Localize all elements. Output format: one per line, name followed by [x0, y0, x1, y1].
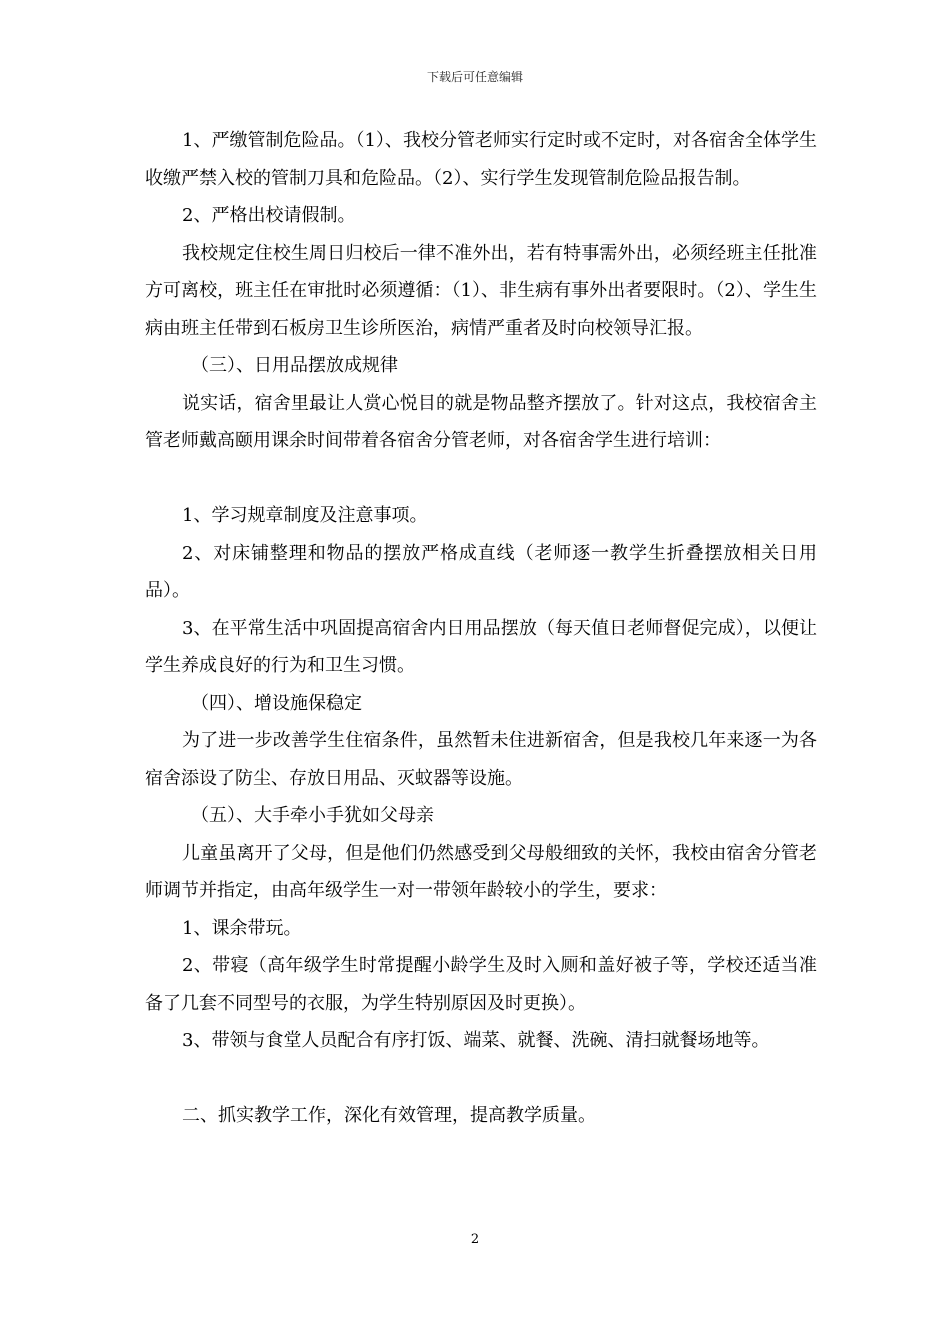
blank-line [145, 1060, 817, 1098]
section-heading-daily-items: （三）、日用品摆放成规律 [191, 355, 398, 376]
list-item-study-rules: 1、学习规章制度及注意事项。 [182, 505, 428, 526]
blank-line [145, 460, 817, 498]
list-item-canteen: 3、带领与食堂人员配合有序打饭、端菜、就餐、洗碗、清扫就餐场地等。 [182, 1030, 770, 1051]
page-number: 2 [470, 1232, 480, 1247]
paragraph-facilities: 为了进一步改善学生住宿条件，虽然暂未住进新宿舍，但是我校几年来逐一为各宿舍添设了防尘、存放日用品、灭蚊器等设施。 [145, 730, 817, 789]
list-item-consolidate-habits: 3、在平常生活中巩固提高宿舍内日用品摆放（每天值日老师督促完成），以便让学生养成良好的行为和卫生习惯。 [145, 617, 817, 676]
section-heading-mentoring: （五）、大手牵小手犹如父母亲 [191, 805, 434, 826]
list-item-bed-arrangement: 2、对床铺整理和物品的摆放严格成直线（老师逐一教学生折叠摆放相关日用品）。 [145, 542, 817, 601]
list-item-bedtime: 2、带寝（高年级学生时常提醒小龄学生及时入厕和盖好被子等，学校还适当准备了几套不同型号的衣服，为学生特别原因及时更换）。 [145, 955, 817, 1014]
section-heading-teaching: 二、抓实教学工作，深化有效管理，提高教学质量。 [182, 1105, 596, 1126]
paragraph-leave-request-rules: 我校规定住校生周日归校后一律不准外出，若有特事需外出，必须经班主任批准方可离校，班主任在审批时必须遵循：（1）、非生病有事外出者要限时。（2）、学生生病由班主任带到石板房卫生诊所医治，病情严重者及时向校领导汇报。 [145, 242, 817, 339]
page-header: 下载后可任意编辑 [426, 70, 523, 84]
list-item-play: 1、课余带玩。 [182, 917, 302, 939]
section-heading-facilities: （四）、增设施保稳定 [191, 692, 362, 714]
paragraph-daily-items-intro: 说实话，宿舍里最让人赏心悦目的就是物品整齐摆放了。针对这点，我校宿舍主管老师戴高颐用课余时间带着各宿舍分管老师，对各宿舍学生进行培训： [145, 392, 817, 451]
paragraph-confiscate-dangerous-items: 1、严缴管制危险品。（1）、我校分管老师实行定时或不定时，对各宿舍全体学生收缴严禁入校的管制刀具和危险品。（2）、实行学生发现管制危险品报告制。 [145, 130, 817, 189]
document-body [145, 122, 817, 1135]
paragraph-mentoring-intro: 儿童虽离开了父母，但是他们仍然感受到父母般细致的关怀，我校由宿舍分管老师调节并指定，由高年级学生一对一带领年龄较小的学生，要求： [145, 842, 817, 901]
paragraph-leave-request-title: 2、严格出校请假制。 [182, 205, 356, 226]
